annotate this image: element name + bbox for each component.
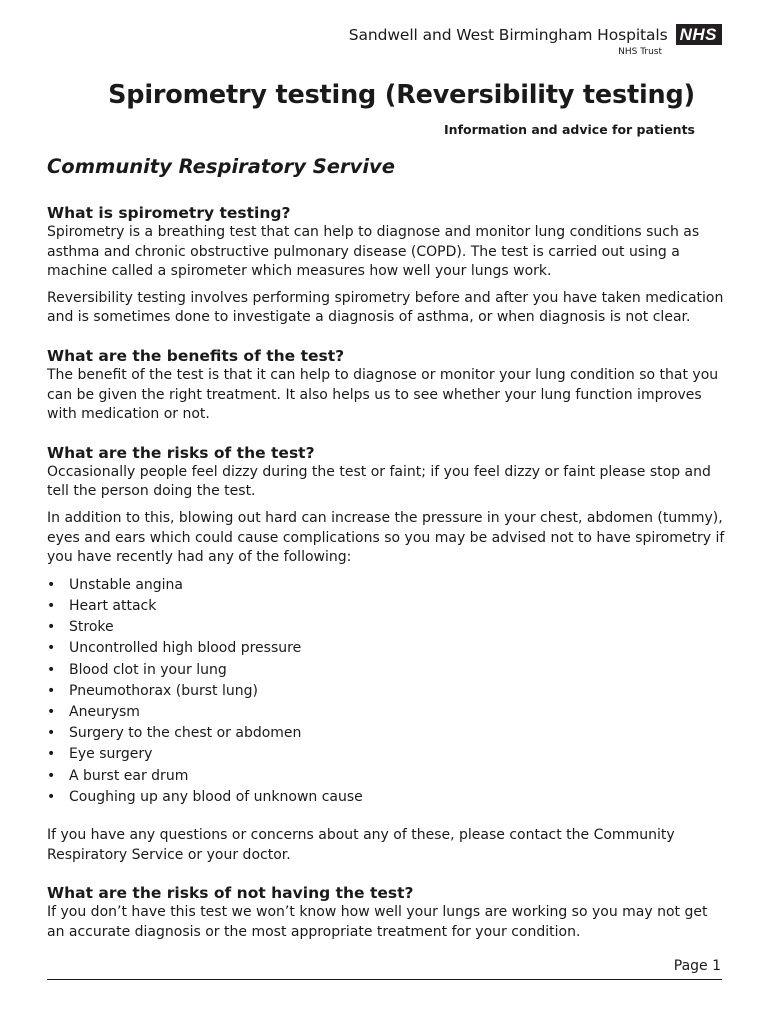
list-item-text: Pneumothorax (burst lung) bbox=[69, 682, 258, 699]
nhs-logo: NHS bbox=[676, 24, 722, 45]
list-item-text: Stroke bbox=[69, 619, 114, 636]
list-item: • Heart attack bbox=[47, 596, 727, 617]
list-item-text: Surgery to the chest or abdomen bbox=[69, 725, 302, 742]
list-item: • Eye surgery bbox=[47, 744, 727, 765]
paragraph: Occasionally people feel dizzy during the test or faint; if you feel dizzy or faint please stop and tell the person doing the test. bbox=[47, 463, 711, 500]
paragraph: In addition to this, blowing out hard can increase the pressure in your chest, abdomen (tummy), eyes and ears which could cause complications so you may be advised not to have spirometry if you have recently had any of the following: bbox=[47, 509, 725, 566]
list-item: • Coughing up any blood of unknown cause bbox=[47, 787, 727, 808]
list-item-text: Uncontrolled high blood pressure bbox=[69, 640, 302, 657]
header bbox=[349, 24, 722, 57]
list-item: • Pneumothorax (burst lung) bbox=[47, 681, 727, 702]
section-heading: What are the benefits of the test? bbox=[47, 346, 345, 365]
section-heading: What is spirometry testing? bbox=[47, 204, 291, 222]
list-item-text: Blood clot in your lung bbox=[69, 661, 227, 678]
section-heading: What are the risks of not having the test? bbox=[47, 884, 414, 903]
section-heading: What are the risks of the test? bbox=[47, 443, 315, 462]
document-body bbox=[47, 203, 727, 942]
trust-label: NHS Trust bbox=[618, 47, 662, 57]
section-what-is bbox=[47, 203, 727, 328]
document-title: Spirometry testing (Reversibility testing) bbox=[108, 80, 695, 110]
list-item-text: Eye surgery bbox=[69, 746, 153, 763]
section-not-having bbox=[47, 883, 727, 942]
paragraph: Reversibility testing involves performing spirometry before and after you have taken medication and is sometimes done to investigate a diagnosis of asthma, or when diagnosis is not clear. bbox=[47, 289, 724, 326]
list-item-text: Heart attack bbox=[69, 597, 157, 614]
list-item: • A burst ear drum bbox=[47, 766, 727, 787]
list-item: • Surgery to the chest or abdomen bbox=[47, 723, 727, 744]
list-item-text: A burst ear drum bbox=[69, 767, 189, 784]
footer-divider bbox=[47, 979, 722, 980]
list-item-text: Aneurysm bbox=[69, 703, 140, 720]
paragraph: If you have any questions or concerns about any of these, please contact the Community Respiratory Service or your doctor. bbox=[47, 826, 675, 863]
risk-list bbox=[47, 575, 727, 808]
document-subtitle: Information and advice for patients bbox=[444, 122, 695, 137]
header-row bbox=[349, 24, 722, 45]
list-item: • Stroke bbox=[47, 617, 727, 638]
list-item: • Blood clot in your lung bbox=[47, 660, 727, 681]
org-name: Sandwell and West Birmingham Hospitals bbox=[348, 25, 668, 44]
list-item: • Uncontrolled high blood pressure bbox=[47, 638, 727, 659]
list-item-text: Unstable angina bbox=[69, 576, 184, 593]
service-name: Community Respiratory Servive bbox=[47, 155, 395, 178]
paragraph: If you don’t have this test we won’t know how well your lungs are working so you may not get an accurate diagnosis or the most appropriate treatment for your condition. bbox=[47, 904, 708, 940]
list-item: • Unstable angina bbox=[47, 575, 727, 596]
paragraph: The benefit of the test is that it can help to diagnose or monitor your lung condition so that you can be given the right treatment. It also helps us to see whether your lung function improves with medication or not. bbox=[47, 366, 719, 423]
paragraph: Spirometry is a breathing test that can help to diagnose and monitor lung conditions such as asthma and chronic obstructive pulmonary disease (COPD). The test is carried out using a machine called a spirometer which measures how well your lungs work. bbox=[47, 224, 700, 280]
page-number: Page 1 bbox=[673, 958, 721, 974]
section-risks bbox=[47, 443, 727, 865]
section-benefits bbox=[47, 346, 727, 425]
list-item: • Aneurysm bbox=[47, 702, 727, 723]
list-item-text: Coughing up any blood of unknown cause bbox=[69, 788, 363, 805]
